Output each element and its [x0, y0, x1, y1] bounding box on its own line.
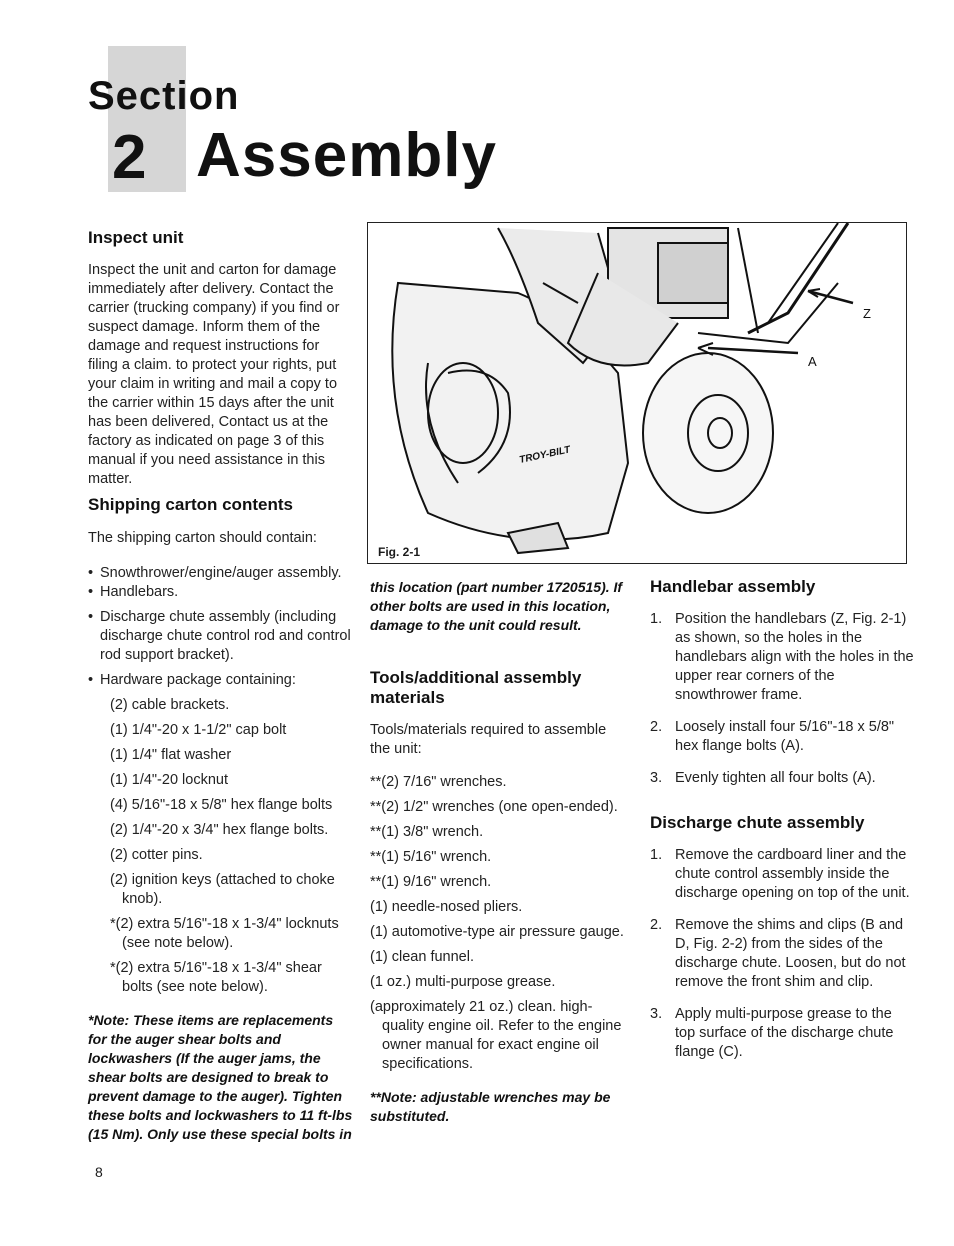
shipping-list: [88, 564, 353, 690]
list-item: • Hardware package containing:: [88, 671, 353, 690]
inspect-unit-block: [88, 228, 353, 489]
figure-label-z: Z: [863, 306, 871, 321]
list-item: 3. Apply multi-purpose grease to the top surface of the discharge chute flange (C).: [650, 1006, 894, 1060]
list-item: (2) ignition keys (attached to choke knob).: [110, 872, 335, 907]
list-item: (2) 1/4"-20 x 3/4" hex flange bolts.: [110, 822, 329, 838]
handlebar-block: [650, 577, 915, 801]
list-item: • Snowthrower/engine/auger assembly.: [88, 564, 353, 583]
list-item: (1) 1/4"-20 x 1-1/2" cap bolt: [110, 722, 287, 738]
inspect-unit-heading: Inspect unit: [88, 228, 184, 247]
shipping-block: [88, 495, 353, 1144]
tools-heading: Tools/additional assembly materials: [370, 668, 582, 707]
chute-heading: Discharge chute assembly: [650, 813, 865, 832]
list-item: (1) clean funnel.: [370, 949, 474, 965]
chute-block: [650, 813, 915, 1075]
list-item: 1. Remove the cardboard liner and the chute control assembly inside the discharge opening on top of the unit.: [650, 847, 910, 901]
list-item: *(2) extra 5/16"-18 x 1-3/4" locknuts (see note below).: [110, 916, 339, 951]
list-item: (1) automotive-type air pressure gauge.: [370, 924, 624, 940]
shipping-note: *Note: These items are replacements for the auger shear bolts and lockwashers (If the auger jams, the shear bolts are designed to break to prevent damage to the auger). Tighten these bolts and lockwashers to 11 ft-lbs (15 Nm). Only use these special bolts in: [88, 1012, 353, 1142]
shipping-note-continued: this location (part number 1720515). If other bolts are used in this location, damage to the unit could result.: [370, 579, 623, 633]
list-item: **(1) 9/16" wrench.: [370, 874, 492, 890]
list-item: *(2) extra 5/16"-18 x 1-3/4" shear bolts (see note below).: [110, 960, 322, 995]
inspect-unit-text: Inspect the unit and carton for damage immediately after delivery. Contact the carrier (trucking company) if you find or suspect damage. Inform them of the damage and request instructions for filing a claim. to protect your rights, put your claim in writing and mail a copy to the carrier within 15 days after the unit has been delivered, Contact us at the factory as indicated on page 3 of this manual if you need assistance in this matter.: [88, 262, 340, 487]
hardware-list: [88, 696, 353, 997]
list-item: 3. Evenly tighten all four bolts (A).: [650, 770, 876, 786]
page-number: 8: [95, 1164, 103, 1180]
list-item: (4) 5/16"-18 x 5/8" hex flange bolts: [110, 797, 333, 813]
list-item: • Discharge chute assembly (including discharge chute control rod and control rod support bracket).: [88, 608, 353, 665]
list-item: **(1) 5/16" wrench.: [370, 849, 492, 865]
list-item: 2. Remove the shims and clips (B and D, Fig. 2-2) from the sides of the discharge chute. Loosen, but do not remove the front shim and clip.: [650, 917, 906, 990]
list-item: 1. Position the handlebars (Z, Fig. 2-1) as shown, so the holes in the handlebars align with the holes in the upper rear corners of the snowthrower frame.: [650, 611, 914, 703]
section-number: 2: [112, 123, 147, 192]
figure-caption: Fig. 2-1: [378, 545, 421, 559]
list-item: **(1) 3/8" wrench.: [370, 824, 484, 840]
section-label: Section: [88, 74, 240, 118]
list-item: (2) cotter pins.: [110, 847, 203, 863]
list-item: (1) 1/4" flat washer: [110, 747, 232, 763]
tools-intro: Tools/materials required to assemble the unit:: [370, 722, 607, 757]
list-item: (1 oz.) multi-purpose grease.: [370, 974, 556, 990]
tools-note: **Note: adjustable wrenches may be substituted.: [370, 1089, 611, 1124]
shipping-heading: Shipping carton contents: [88, 495, 293, 514]
chute-steps: [650, 846, 915, 1062]
list-item: • Handlebars.: [88, 583, 353, 602]
snowthrower-illustration: [368, 223, 905, 562]
list-item: **(2) 7/16" wrenches.: [370, 774, 507, 790]
list-item: (2) cable brackets.: [110, 697, 230, 713]
page-title: Assembly: [196, 121, 497, 190]
list-item: (1) 1/4"-20 locknut: [110, 772, 228, 788]
list-item: 2. Loosely install four 5/16"-18 x 5/8" hex flange bolts (A).: [650, 719, 895, 754]
shipping-intro: The shipping carton should contain:: [88, 530, 317, 546]
handlebar-steps: [650, 610, 915, 788]
tools-list: [370, 773, 630, 1074]
figure-label-a: A: [808, 354, 817, 369]
handlebar-heading: Handlebar assembly: [650, 577, 816, 596]
tools-block: [370, 668, 630, 1126]
list-item: **(2) 1/2" wrenches (one open-ended).: [370, 799, 618, 815]
brand-decal: TROY-BILT: [518, 444, 572, 466]
list-item: (approximately 21 oz.) clean. high-quality engine oil. Refer to the engine owner manual for exact engine oil specifications.: [370, 999, 622, 1072]
figure-snowthrower: [367, 222, 907, 564]
list-item: (1) needle-nosed pliers.: [370, 899, 523, 915]
